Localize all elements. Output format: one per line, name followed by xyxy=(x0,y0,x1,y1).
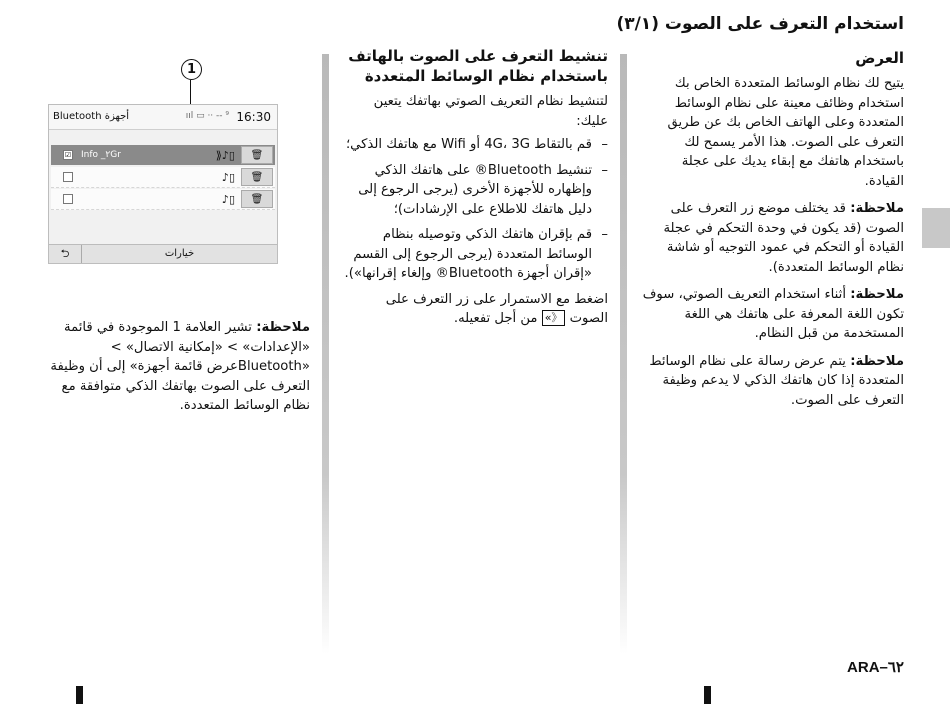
voice-button-instruction: اضغط مع الاستمرار على زر التعرف على الصوت 《» من أجل تفعيله. xyxy=(385,291,608,326)
activation-intro: لتنشيط نظام التعريف الصوتي بهاتفك يتعين عليك: xyxy=(373,94,608,129)
column-divider-left xyxy=(322,54,329,654)
crop-mark xyxy=(704,686,711,704)
requirements-list xyxy=(344,135,608,284)
screen-header-label: أجهزة Bluetooth xyxy=(53,111,130,122)
note-paragraph: ملاحظة: أثناء استخدام التعريف الصوتي، سوف تكون اللغة المعرفة على هاتفك هي اللغة المستخدمة من قبل النظام. xyxy=(642,287,904,341)
crop-mark xyxy=(76,686,83,704)
checkbox[interactable] xyxy=(63,172,73,182)
device-row[interactable] xyxy=(51,145,275,165)
note-text: تشير العلامة 1 الموجودة في قائمة «الإعدادات» > «إمكانية الاتصال» > «Bluetoothعرض قائمة أجهزة» إلى أن وظيفة التعرف على الصوت بهاتفك الذكي متوافقة مع نظام الوسائط المتعددة. xyxy=(50,320,310,413)
activation-column xyxy=(344,46,608,337)
screen-note xyxy=(46,318,310,424)
device-row[interactable] xyxy=(51,167,275,188)
music-phone-icons: ♪▯ xyxy=(221,192,235,206)
signal-icons: ııl ▭ ·· -- ⁹ xyxy=(185,111,229,121)
column-divider-right xyxy=(620,54,627,654)
note-paragraph: ملاحظة: قد يختلف موضع زر التعرف على الصوت (قد يكون في وحدة التحكم في عجلة القيادة أو التحكم في عمود التوجيه أو شاشة نظام الوسائط المتعددة). xyxy=(663,201,904,275)
page-title: استخدام التعرف على الصوت (٣/١) xyxy=(616,14,904,34)
multimedia-screen-illustration xyxy=(48,104,278,264)
device-row[interactable] xyxy=(51,189,275,210)
overview-heading: العرض xyxy=(855,49,904,67)
status-bar xyxy=(49,105,277,130)
overview-intro: يتيح لك نظام الوسائط المتعددة الخاص بك استخدام وظائف معينة على نظام الوسائط المتعددة وعلى الهاتف الخاص بك عن طريق التعرف على الصوت. هذا الأمر يسمح لك باستخدام هاتفك مع إبقاء يديك على عجلة القيادة. xyxy=(667,76,904,189)
list-item: – قم بالتقاط 4G، 3G أو Wifi مع هاتفك الذكي؛ xyxy=(344,135,608,155)
trash-icon[interactable]: 🗑 xyxy=(241,190,273,208)
bottom-bar xyxy=(49,244,277,263)
list-item: – تنشيط Bluetooth® على هاتفك الذكي وإظهاره للأجهزة الأخرى (يرجى الرجوع إلى دليل هاتفك للاطلاع على الإرشادات)؛ xyxy=(344,161,608,220)
section-tab-marker xyxy=(922,208,950,248)
device-name: Info _٢Gr xyxy=(81,150,121,160)
callout-marker: 1 xyxy=(181,59,202,80)
activation-heading: تنشيط التعرف على الصوت بالهاتف باستخدام نظام الوسائط المتعددة xyxy=(348,47,608,85)
overview-column xyxy=(640,48,904,418)
voice-music-phone-icons: ⟫♪▯ xyxy=(215,148,235,162)
trash-icon[interactable]: 🗑 xyxy=(241,168,273,186)
back-button[interactable]: ⮌ xyxy=(49,245,82,263)
list-item: – قم بإقران هاتفك الذكي وتوصيله بنظام الوسائط المتعددة (يرجى الرجوع إلى القسم «إقران أجهزة Bluetooth® وإلغاء إقرانها»). xyxy=(344,225,608,284)
page-number: ARA–٦٢ xyxy=(847,659,904,676)
trash-icon[interactable]: 🗑 xyxy=(241,146,273,164)
options-button[interactable]: خيارات xyxy=(164,248,195,259)
note-paragraph: ملاحظة: يتم عرض رسالة على نظام الوسائط المتعددة إذا كان هاتفك الذكي لا يدعم وظيفة التعرف على الصوت. xyxy=(649,353,904,408)
voice-button-icon: 《» xyxy=(542,310,566,326)
clock: 16:30 xyxy=(236,110,271,124)
note-label: ملاحظة: xyxy=(256,320,310,335)
music-phone-icons: ♪▯ xyxy=(221,170,235,184)
checkbox[interactable]: ☑ xyxy=(64,151,72,159)
checkbox[interactable] xyxy=(63,194,73,204)
